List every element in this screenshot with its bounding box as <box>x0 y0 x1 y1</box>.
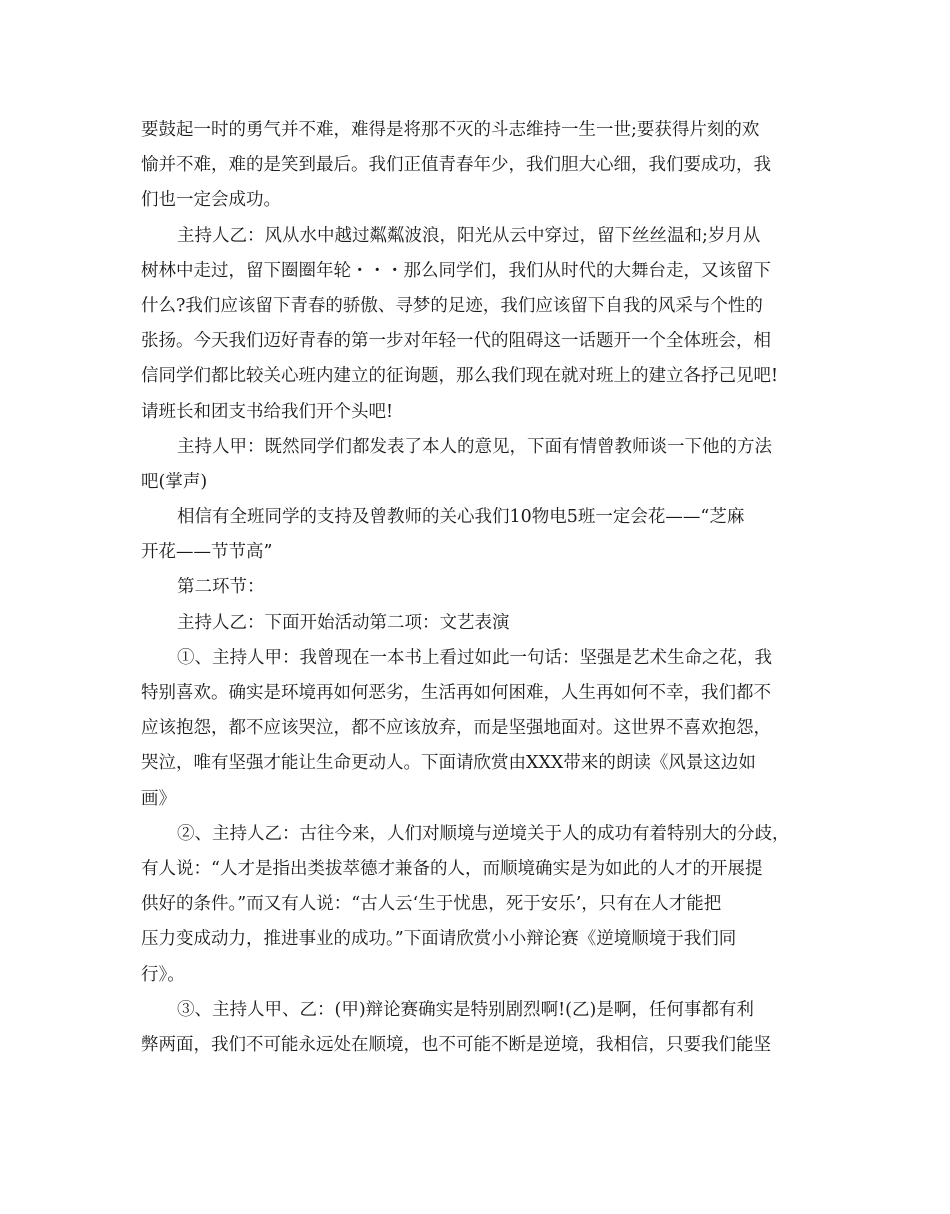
text-line: 特别喜欢。确实是环境再如何恶劣，生活再如何困难，人生再如何不幸，我们都不 <box>141 683 771 703</box>
text-line: 弊两面，我们不可能永远处在顺境，也不可能不断是逆境，我相信，只要我们能坚 <box>141 1034 771 1055</box>
text-line: ①、主持人甲：我曾现在一本书上看过如此一句话：坚强是艺术生命之花，我 <box>177 647 772 668</box>
text-line: 供好的条件。”而又有人说：“古人云‘生于忧患，死于安乐’，只有在人才能把 <box>141 894 722 915</box>
text-line: 哭泣，唯有坚强才能让生命更动人。下面请欣赏由XXX带来的朗读《风景这边如 <box>141 753 756 774</box>
text-line: 应该抱怨，都不应该哭泣，都不应该放弃，而是坚强地面对。这世界不喜欢抱怨， <box>141 718 771 739</box>
text-line: 什么?我们应该留下青春的骄傲、寻梦的足迹，我们应该留下自我的风采与个性的 <box>141 295 763 316</box>
text-line: 要鼓起一时的勇气并不难，难得是将那不灭的斗志维持一生一世;要获得片刻的欢 <box>141 120 760 140</box>
text-line: 第二环节： <box>177 577 265 598</box>
document-body <box>141 113 823 1063</box>
text-line: 主持人乙：风从水中越过粼粼波浪，阳光从云中穿过，留下丝丝温和;岁月从 <box>177 225 761 246</box>
text-line: 张扬。今天我们迈好青春的第一步对年轻一代的阻碍这一话题开一个全体班会，相 <box>141 331 771 352</box>
text-line: 行》。 <box>141 964 185 985</box>
text-line: 吧(掌声) <box>141 471 208 492</box>
text-line: 主持人甲：既然同学们都发表了本人的意见，下面有情曾教师谈一下他的方法 <box>177 436 772 457</box>
text-line: 信同学们都比较关心班内建立的征询题，那么我们现在就对班上的建立各抒己见吧! <box>141 366 779 387</box>
text-line: 开花——节节高” <box>141 542 273 563</box>
text-line: 愉并不难，难的是笑到最后。我们正值青春年少，我们胆大心细，我们要成功，我 <box>141 155 771 176</box>
text-line: ②、主持人乙：古往今来，人们对顺境与逆境关于人的成功有着特别大的分歧， <box>177 823 790 844</box>
text-line: 压力变成动力，推进事业的成功。”下面请欣赏小小辩论赛《逆境顺境于我们同 <box>141 929 737 950</box>
text-line: 有人说：“人才是指出类拔萃德才兼备的人，而顺境确实是为如此的人才的开展提 <box>141 858 763 879</box>
text-line: 请班长和团支书给我们开个头吧! <box>141 401 394 422</box>
text-line: 主持人乙：下面开始活动第二项：文艺表演 <box>177 612 510 633</box>
text-line: 画》 <box>141 788 176 809</box>
text-line: 树林中走过，留下圈圈年轮・・・那么同学们，我们从时代的大舞台走，又该留下 <box>141 260 771 281</box>
text-line: ③、主持人甲、乙：(甲)辩论赛确实是特别剧烈啊!(乙)是啊，任何事都有利 <box>177 999 754 1020</box>
text-line: 们也一定会成功。 <box>141 190 281 211</box>
text-line: 相信有全班同学的支持及曾教师的关心我们10物电5班一定会花——“芝麻 <box>177 507 745 528</box>
